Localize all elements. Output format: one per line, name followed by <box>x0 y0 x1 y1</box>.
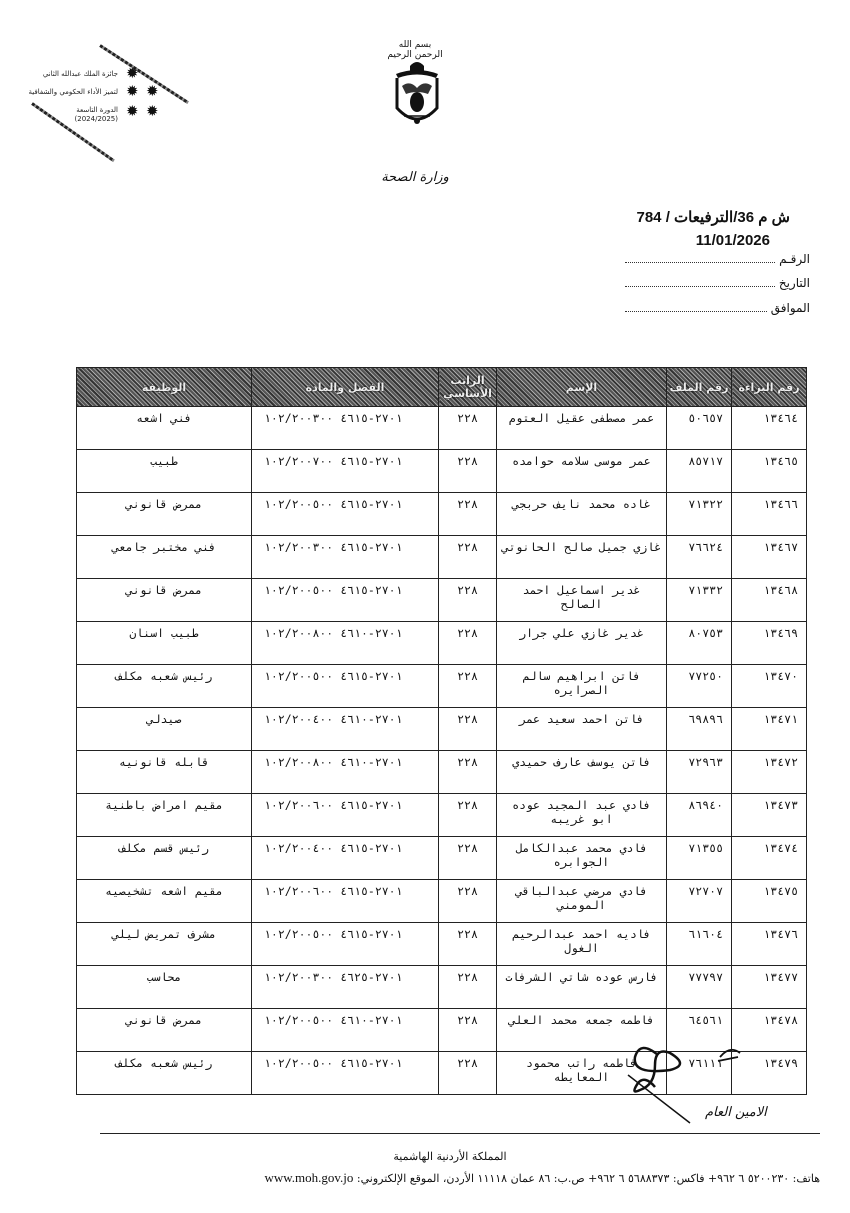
cell-file: ٦٩٨٩٦ <box>667 708 732 751</box>
cell-chapter: ٢٧٠١-٤٦١٠ ١٠٢/٢٠٠٤٠٠ <box>252 708 439 751</box>
cell-file: ٧٧٢٥٠ <box>667 665 732 708</box>
cell-grade: ٢٢٨ <box>439 794 497 837</box>
cell-serial: ١٣٤٦٨ <box>732 579 807 622</box>
cell-name: غدير غازي علي جرار <box>497 622 667 665</box>
cell-job: ممرض قانوني <box>77 1009 252 1052</box>
cell-chapter: ٢٧٠١-٤٦١٥ ١٠٢/٢٠٠٥٠٠ <box>252 1052 439 1095</box>
table-row <box>77 450 807 493</box>
table-row <box>77 665 807 708</box>
cell-grade: ٢٢٨ <box>439 708 497 751</box>
cell-chapter: ٢٧٠١-٤٦١٥ ١٠٢/٢٠٠٤٠٠ <box>252 837 439 880</box>
cell-chapter: ٢٧٠١-٤٦١٥ ١٠٢/٢٠٠٣٠٠ <box>252 536 439 579</box>
cell-serial: ١٣٤٧٣ <box>732 794 807 837</box>
cell-grade: ٢٢٨ <box>439 493 497 536</box>
cell-name: فاتن ابراهيم سالم الصرايره <box>497 665 667 708</box>
cell-file: ٨٠٧٥٣ <box>667 622 732 665</box>
table-row <box>77 493 807 536</box>
cell-grade: ٢٢٨ <box>439 450 497 493</box>
award-line: (2024/2025) <box>74 115 118 123</box>
table-row <box>77 837 807 880</box>
field-corresponding <box>625 297 810 315</box>
header-job: الوظيفة <box>77 368 252 407</box>
cell-job: رئيس شعبه مكلف <box>77 1052 252 1095</box>
table-row <box>77 751 807 794</box>
reference-date: 11/01/2026 <box>695 232 770 249</box>
cell-job: مشرف تمريض ليلي <box>77 923 252 966</box>
cell-name: فادي محمد عبدالكامل الجوابره <box>497 837 667 880</box>
cell-chapter: ٢٧٠١-٤٦١٥ ١٠٢/٢٠٠٧٠٠ <box>252 450 439 493</box>
footer-small-text <box>160 1123 162 1129</box>
coat-of-arms-icon <box>392 58 442 133</box>
cell-job: طبيب اسنان <box>77 622 252 665</box>
field-dotted-line <box>625 262 775 263</box>
award-star-icon: ✹ <box>146 102 159 120</box>
cell-file: ٨٦٩٤٠ <box>667 794 732 837</box>
table-row <box>77 579 807 622</box>
cell-file: ٧٢٧٠٧ <box>667 880 732 923</box>
cell-job: رئيس قسم مكلف <box>77 837 252 880</box>
cell-file: ٥٠٦٥٧ <box>667 407 732 450</box>
cell-file: ٧٢٩٦٣ <box>667 751 732 794</box>
cell-name: فاطمه راتب محمود المعايطه <box>497 1052 667 1095</box>
field-label: التاريخ <box>778 276 810 290</box>
cell-grade: ٢٢٨ <box>439 966 497 1009</box>
cell-job: محاسب <box>77 966 252 1009</box>
field-label: الموافق <box>770 301 810 315</box>
cell-chapter: ٢٧٠١-٤٦١٥ ١٠٢/٢٠٠٣٠٠ <box>252 407 439 450</box>
cell-grade: ٢٢٨ <box>439 837 497 880</box>
cell-name: فاديه احمد عبدالرحيم الغول <box>497 923 667 966</box>
cell-chapter: ٢٧٠١-٤٦١٥ ١٠٢/٢٠٠٥٠٠ <box>252 665 439 708</box>
cell-job: فني مختبر جامعي <box>77 536 252 579</box>
table-row <box>77 794 807 837</box>
table-row <box>77 880 807 923</box>
header-serial: رقم البراءة <box>732 368 807 407</box>
table-row <box>77 536 807 579</box>
cell-serial: ١٣٤٧٤ <box>732 837 807 880</box>
cell-serial: ١٣٤٧٥ <box>732 880 807 923</box>
cell-chapter: ٢٧٠١-٤٦١٠ ١٠٢/٢٠٠٨٠٠ <box>252 622 439 665</box>
cell-grade: ٢٢٨ <box>439 579 497 622</box>
cell-file: ٧٧٧٩٧ <box>667 966 732 1009</box>
cell-job: فني اشعه <box>77 407 252 450</box>
cell-name: فارس عوده شاتي الشرفات <box>497 966 667 1009</box>
cell-serial: ١٣٤٦٩ <box>732 622 807 665</box>
cell-serial: ١٣٤٧٩ <box>732 1052 807 1095</box>
cell-name: فادي مرضي عبدالباقي المومني <box>497 880 667 923</box>
ministry-name: وزارة الصحة <box>381 170 449 185</box>
field-dotted-line <box>625 286 775 287</box>
cell-serial: ١٣٤٧٨ <box>732 1009 807 1052</box>
signatory-title: الامين العام <box>705 1105 767 1120</box>
cell-name: غاده محمد نايف حربجي <box>497 493 667 536</box>
table-row <box>77 407 807 450</box>
award-star-icon: ✹ <box>126 102 139 120</box>
cell-serial: ١٣٤٦٧ <box>732 536 807 579</box>
cell-job: رئيس شعبه مكلف <box>77 665 252 708</box>
header-file: رقم الملف <box>667 368 732 407</box>
cell-job: مقيم اشعه تشخيصيه <box>77 880 252 923</box>
cell-grade: ٢٢٨ <box>439 1052 497 1095</box>
cell-chapter: ٢٧٠١-٤٦٢٥ ١٠٢/٢٠٠٣٠٠ <box>252 966 439 1009</box>
cell-file: ٧٦١١١ <box>667 1052 732 1095</box>
cell-file: ٨٥٧١٧ <box>667 450 732 493</box>
award-star-icon: ✹ <box>126 82 139 100</box>
cell-grade: ٢٢٨ <box>439 622 497 665</box>
cell-job: طبيب <box>77 450 252 493</box>
award-line: جائزة الملك عبدالله الثاني <box>42 70 118 78</box>
field-number <box>625 248 810 266</box>
cell-file: ٧١٣٢٢ <box>667 493 732 536</box>
cell-chapter: ٢٧٠١-٤٦١٠ ١٠٢/٢٠٠٥٠٠ <box>252 1009 439 1052</box>
table-row <box>77 708 807 751</box>
basmala: بسم الله الرحمن الرحيم <box>387 40 443 60</box>
cell-job: ممرض قانوني <box>77 579 252 622</box>
cell-serial: ١٣٤٦٤ <box>732 407 807 450</box>
award-star-icon: ✹ <box>126 64 139 82</box>
cell-chapter: ٢٧٠١-٤٦١٥ ١٠٢/٢٠٠٥٠٠ <box>252 923 439 966</box>
cell-job: صيدلي <box>77 708 252 751</box>
cell-file: ٧١٣٣٢ <box>667 579 732 622</box>
header-grade: الراتب الأساسي <box>439 368 497 407</box>
award-badge <box>20 30 180 160</box>
header-name: الإسم <box>497 368 667 407</box>
table-row <box>77 622 807 665</box>
cell-grade: ٢٢٨ <box>439 923 497 966</box>
footer-divider <box>100 1133 820 1134</box>
cell-chapter: ٢٧٠١-٤٦١٥ ١٠٢/٢٠٠٦٠٠ <box>252 880 439 923</box>
cell-grade: ٢٢٨ <box>439 1009 497 1052</box>
table-row <box>77 923 807 966</box>
cell-serial: ١٣٤٦٥ <box>732 450 807 493</box>
cell-serial: ١٣٤٧٢ <box>732 751 807 794</box>
footer-contact <box>140 1170 820 1186</box>
cell-job: قابله قانونيه <box>77 751 252 794</box>
footer-kingdom: المملكة الأردنية الهاشمية <box>393 1150 507 1163</box>
cell-grade: ٢٢٨ <box>439 880 497 923</box>
cell-serial: ١٣٤٧٦ <box>732 923 807 966</box>
cell-grade: ٢٢٨ <box>439 536 497 579</box>
footer-contact-text: هاتف: ٥٢٠٠٢٣٠ ٦ ٩٦٢+ فاكس: ٥٦٨٨٣٧٣ ٦ ٩٦٢+ ص.ب: ٨٦ عمان ١١١١٨ الأردن، الموقع الإلكتروني: <box>353 1172 820 1185</box>
cell-name: فادي عبد المجيد عوده ابو غريبه <box>497 794 667 837</box>
cell-serial: ١٣٤٧٠ <box>732 665 807 708</box>
cell-name: غازي جميل صالح الحانوتي <box>497 536 667 579</box>
cell-chapter: ٢٧٠١-٤٦١٥ ١٠٢/٢٠٠٥٠٠ <box>252 493 439 536</box>
cell-name: فاطمه جمعه محمد العلي <box>497 1009 667 1052</box>
field-dotted-line <box>625 311 767 312</box>
cell-grade: ٢٢٨ <box>439 751 497 794</box>
header-chapter: الفصل والمادة <box>252 368 439 407</box>
cell-name: غدير اسماعيل احمد الصالح <box>497 579 667 622</box>
cell-file: ٧١٣٥٥ <box>667 837 732 880</box>
cell-grade: ٢٢٨ <box>439 665 497 708</box>
cell-name: عمر مصطفى عقيل العتوم <box>497 407 667 450</box>
cell-grade: ٢٢٨ <box>439 407 497 450</box>
cell-job: مقيم امراض باطنية <box>77 794 252 837</box>
field-label: الرقـم <box>779 252 810 266</box>
field-date <box>625 272 810 290</box>
reference-number: ش م 36/الترفيعات / 784 <box>636 209 790 226</box>
cell-file: ٦١٦٠٤ <box>667 923 732 966</box>
cell-serial: ١٣٤٧١ <box>732 708 807 751</box>
cell-name: فاتن يوسف عارف حميدي <box>497 751 667 794</box>
award-star-icon: ✹ <box>146 82 159 100</box>
cell-serial: ١٣٤٧٧ <box>732 966 807 1009</box>
cell-job: ممرض قانوني <box>77 493 252 536</box>
footer-website-link[interactable]: www.moh.gov.jo <box>264 1170 354 1185</box>
cell-name: عمر موسى سلامه حوامده <box>497 450 667 493</box>
award-line: الدورة التاسعة <box>76 106 118 114</box>
table-row <box>77 966 807 1009</box>
cell-chapter: ٢٧٠١-٤٦١٠ ١٠٢/٢٠٠٨٠٠ <box>252 751 439 794</box>
cell-chapter: ٢٧٠١-٤٦١٥ ١٠٢/٢٠٠٥٠٠ <box>252 579 439 622</box>
cell-file: ٦٤٥٦١ <box>667 1009 732 1052</box>
cell-file: ٧٦٦٢٤ <box>667 536 732 579</box>
cell-serial: ١٣٤٦٦ <box>732 493 807 536</box>
promotions-table <box>76 367 807 1095</box>
award-line: لتميز الأداء الحكومي والشفافية <box>28 88 118 96</box>
cell-name: فاتن احمد سعيد عمر <box>497 708 667 751</box>
table-header-row <box>77 368 807 407</box>
cell-chapter: ٢٧٠١-٤٦١٥ ١٠٢/٢٠٠٦٠٠ <box>252 794 439 837</box>
